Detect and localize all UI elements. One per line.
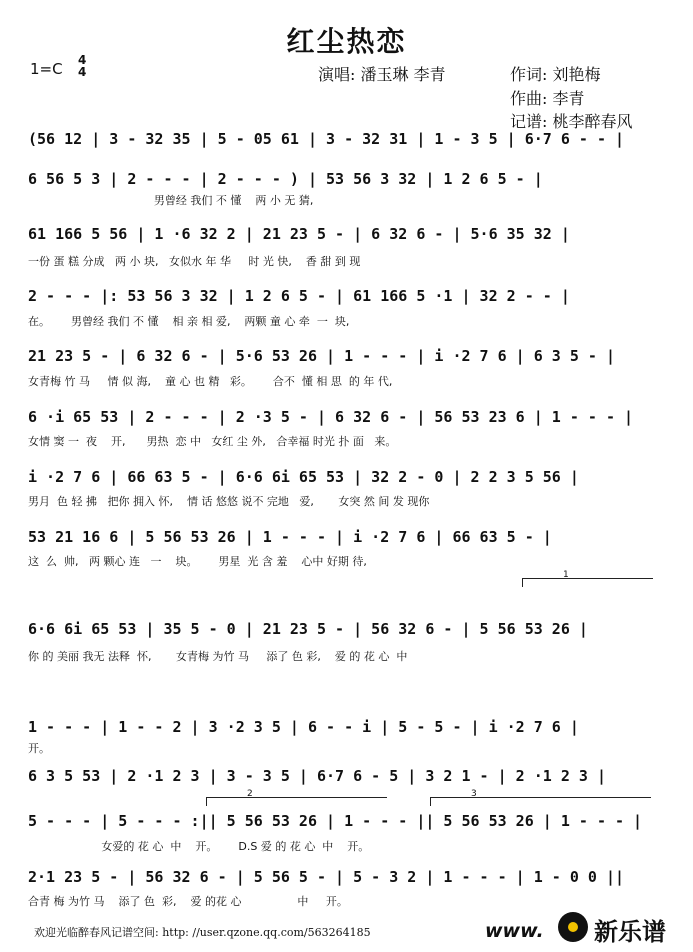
lyrics-row-9: 你 的 美丽 我无 法释 怀, 女青梅 为竹 马 添了 色 彩, 爱 的 花 心 中 xyxy=(28,650,408,663)
lyrics-row-13: 合青 梅 为竹 马 添了 色 彩, 爱 的花 心 中 开。 xyxy=(28,895,348,908)
lyrics-row-3: 一份 蛋 糕 分成 两 小 块, 女似水 年 华 时 光 快, 香 甜 到 现 xyxy=(28,255,361,268)
notes-row-13: 2·1 23 5 - | 56 32 6 - | 5 56 5 - | 5 - 3 2 | 1 - - - | 1 - 0 0 || xyxy=(28,868,625,886)
notes-row-2: 6 56 5 3 | 2 - - - | 2 - - - ) | 53 56 3 32 | 1 2 6 5 - | xyxy=(28,170,543,188)
notes-row-5: 21 23 5 - | 6 32 6 - | 5·6 53 26 | 1 - - - | i ·2 7 6 | 6 3 5 - | xyxy=(28,347,615,365)
composer: 作曲: 李青 xyxy=(510,89,585,108)
notes-row-4: 2 - - - |: 53 56 3 32 | 1 2 6 5 - | 61 166 5 ·1 | 32 2 - - | xyxy=(28,287,570,305)
volta-bracket-2: 2 xyxy=(206,797,387,806)
transcriber: 记谱: 桃李醉春风 xyxy=(510,112,633,131)
volta-bracket-1: 1 xyxy=(522,578,653,587)
notes-row-6: 6 ·i 65 53 | 2 - - - | 2 ·3 5 - | 6 32 6 - | 56 53 23 6 | 1 - - - | xyxy=(28,408,634,426)
watermark-url: www. xyxy=(485,920,544,942)
time-top: 4 xyxy=(78,53,87,67)
notes-row-12: 5 - - - | 5 - - - :|| 5 56 53 26 | 1 - - - || 5 56 53 26 | 1 - - - | xyxy=(28,812,643,830)
logo-text: 新乐谱 xyxy=(594,918,666,946)
time-signature xyxy=(78,54,86,78)
singers: 演唱: 潘玉琳 李青 xyxy=(318,65,446,84)
lyrics-row-7: 男月 色 轻 拂 把你 拥入 怀, 情 话 悠悠 说不 完地 爱, 女突 然 间 发 现你 xyxy=(28,495,430,508)
notes-row-8: 53 21 16 6 | 5 56 53 26 | 1 - - - | i ·2 7 6 | 66 63 5 - | xyxy=(28,528,552,546)
volta-bracket-3: 3 xyxy=(430,797,651,806)
key-signature: 1=C xyxy=(30,60,63,78)
notes-row-10: 1 - - - | 1 - - 2 | 3 ·2 3 5 | 6 - - i | 5 - 5 - | i ·2 7 6 | xyxy=(28,718,579,736)
notes-row-3: 61 166 5 56 | 1 ·6 32 2 | 21 23 5 - | 6 32 6 - | 5·6 35 32 | xyxy=(28,225,570,243)
lyricist: 作词: 刘艳梅 xyxy=(510,65,601,84)
song-title: 红尘热恋 xyxy=(286,25,407,58)
lyrics-row-8: 这 么 帅, 两 颗心 连 一 块。 男星 光 含 羞 心中 好期 待, xyxy=(28,555,367,568)
lyrics-row-4: 在。 男曾经 我们 不 懂 相 亲 相 爱, 两颗 童 心 牵 一 块, xyxy=(28,315,350,328)
lyrics-row-10: 开。 xyxy=(28,742,50,755)
notes-row-9: 6·6 6i 65 53 | 35 5 - 0 | 21 23 5 - | 56 32 6 - | 5 56 53 26 | xyxy=(28,620,588,638)
lyrics-row-12: 女爱的 花 心 中 开。 D.S 爱 的 花 心 中 开。 xyxy=(28,840,370,853)
footer-text: 欢迎光临醉春风记谱空间: http: //user.qzone.qq.com/563264185 xyxy=(34,926,371,939)
logo-disc-icon xyxy=(558,912,588,942)
notes-row-1: (56 12 | 3 - 32 35 | 5 - 05 61 | 3 - 32 31 | 1 - 3 5 | 6·7 6 - - | xyxy=(28,130,625,148)
time-bottom: 4 xyxy=(78,65,87,79)
lyrics-row-6: 女情 窦 一 夜 开, 男热 恋 中 女红 尘 外, 合幸福 时光 扑 面 来。 xyxy=(28,435,397,448)
lyrics-row-2: 男曾经 我们 不 懂 两 小 无 猜, xyxy=(28,194,314,207)
lyrics-row-5: 女青梅 竹 马 情 似 海, 童 心 也 精 彩。 合不 懂 相 思 的 年 代, xyxy=(28,375,393,388)
notes-row-11: 6 3 5 53 | 2 ·1 2 3 | 3 - 3 5 | 6·7 6 - 5 | 3 2 1 - | 2 ·1 2 3 | xyxy=(28,767,606,785)
notes-row-7: i ·2 7 6 | 66 63 5 - | 6·6 6i 65 53 | 32 2 - 0 | 2 2 3 5 56 | xyxy=(28,468,579,486)
